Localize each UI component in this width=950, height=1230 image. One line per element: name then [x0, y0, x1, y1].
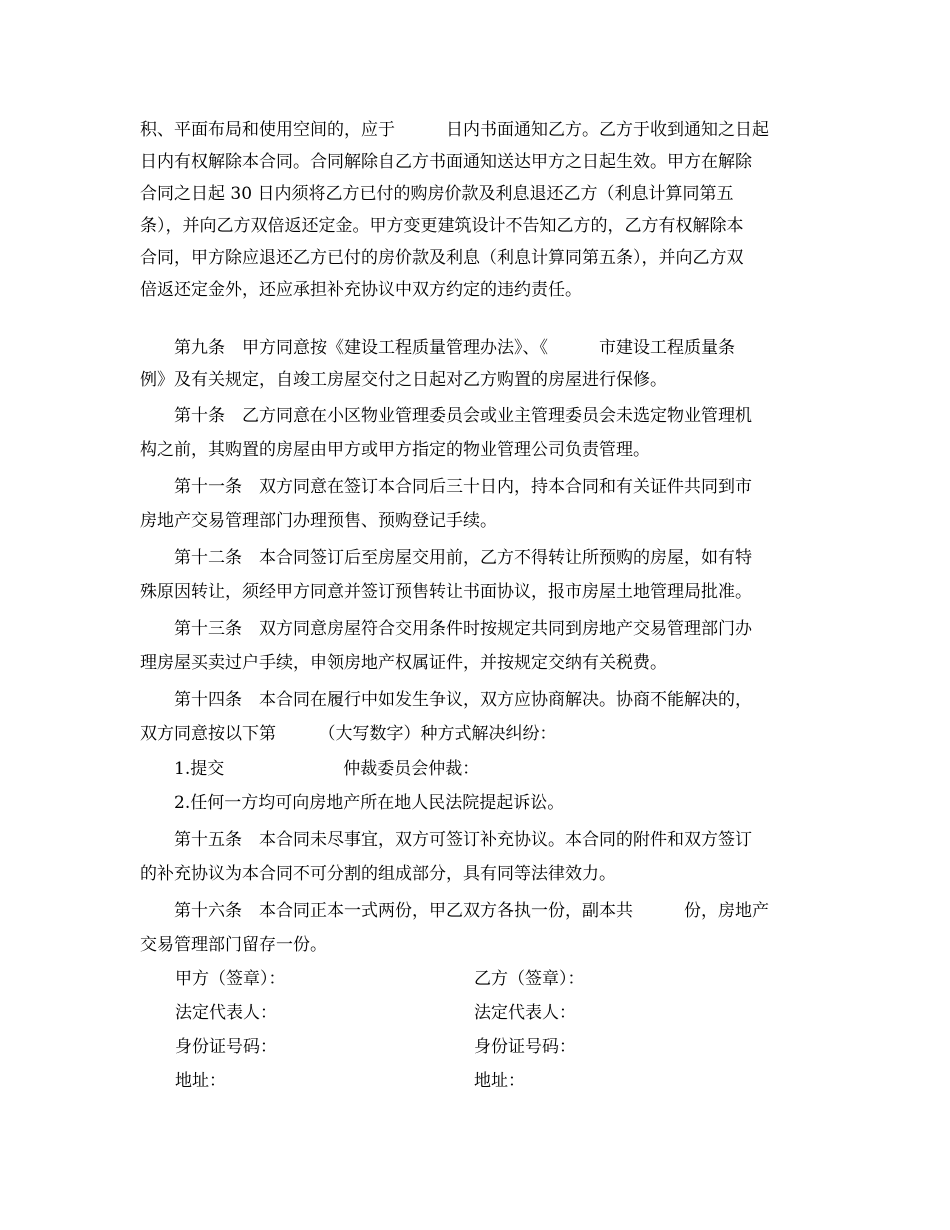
- text-line: 第十四条 本合同在履行中如发生争议，双方应协商解决。协商不能解决的，: [140, 690, 752, 710]
- text-line: 第十五条 本合同未尽事宜，双方可签订补充协议。本合同的附件和双方签订: [140, 830, 752, 850]
- text-line: 第十条 乙方同意在小区物业管理委员会或业主管理委员会未选定物业管理机: [140, 406, 752, 426]
- text-line: 交易管理部门留存一份。: [140, 935, 327, 955]
- text-line: 例》及有关规定，自竣工房屋交付之日起对乙方购置的房屋进行保修。: [140, 370, 667, 390]
- party-b-address-label: 地址：: [474, 1071, 525, 1091]
- text-line: 第十三条 双方同意房屋符合交用条件时按规定共同到房地产交易管理部门办: [140, 619, 752, 639]
- text-line: 第九条 甲方同意按《建设工程质量管理办法》、《 市建设工程质量条: [140, 338, 735, 358]
- text-line: 合同，甲方除应退还乙方已付的房价款及利息（利息计算同第五条），并向乙方双: [140, 248, 744, 268]
- party-a-address-label: 地址：: [175, 1071, 226, 1091]
- text-line: 双方同意按以下第 （大写数字）种方式解决纠纷：: [140, 724, 557, 744]
- party-b-id-label: 身份证号码：: [474, 1037, 576, 1057]
- text-line: 2.任何一方均可向房地产所在地人民法院提起诉讼。: [140, 793, 565, 813]
- party-b-representative-label: 法定代表人：: [474, 1003, 576, 1023]
- text-line: 第十一条 双方同意在签订本合同后三十日内，持本合同和有关证件共同到市: [140, 477, 752, 497]
- party-a-seal-label: 甲方（签章）：: [175, 969, 286, 989]
- text-line: 理房屋买卖过户手续，申领房地产权属证件，并按规定交纳有关税费。: [140, 653, 667, 673]
- text-line: 合同之日起 30 日内须将乙方已付的购房价款及利息退还乙方（利息计算同第五: [140, 184, 734, 204]
- text-line: 第十二条 本合同签订后至房屋交用前，乙方不得转让所预购的房屋，如有特: [140, 548, 752, 568]
- text-line: 1.提交 仲裁委员会仲裁：: [140, 759, 480, 779]
- party-a-id-label: 身份证号码：: [175, 1037, 277, 1057]
- text-line: 积、平面布局和使用空间的，应于 日内书面通知乙方。乙方于收到通知之日起: [140, 120, 769, 140]
- text-line: 房地产交易管理部门办理预售、预购登记手续。: [140, 511, 497, 531]
- party-a-representative-label: 法定代表人：: [175, 1003, 277, 1023]
- text-line: 构之前，其购置的房屋由甲方或甲方指定的物业管理公司负责管理。: [140, 440, 650, 460]
- party-b-seal-label: 乙方（签章）：: [474, 969, 585, 989]
- text-line: 第十六条 本合同正本一式两份，甲乙双方各执一份，副本共 份，房地产: [140, 901, 769, 921]
- text-line: 条），并向乙方双倍返还定金。甲方变更建筑设计不告知乙方的，乙方有权解除本: [140, 216, 744, 236]
- text-line: 殊原因转让，须经甲方同意并签订预售转让书面协议，报市房屋土地管理局批准。: [140, 582, 752, 602]
- text-line: 的补充协议为本合同不可分割的组成部分，具有同等法律效力。: [140, 864, 616, 884]
- text-line: 倍返还定金外，还应承担补充协议中双方约定的违约责任。: [140, 280, 582, 300]
- text-line: 日内有权解除本合同。合同解除自乙方书面通知送达甲方之日起生效。甲方在解除: [140, 152, 752, 172]
